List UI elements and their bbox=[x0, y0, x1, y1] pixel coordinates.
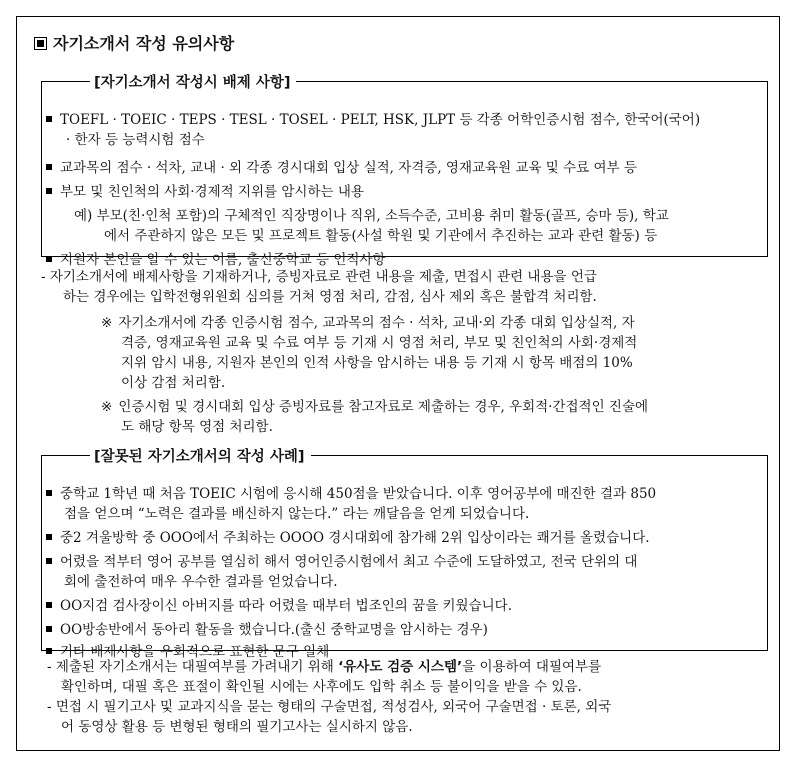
note-text: 어 동영상 활용 등 변형된 형태의 필기고사는 실시하지 않음. bbox=[61, 719, 413, 735]
bullet-icon bbox=[46, 648, 52, 654]
list-item bbox=[46, 182, 761, 202]
footer-note bbox=[47, 697, 767, 737]
wrong-examples-box bbox=[41, 449, 768, 660]
list-item-text: 어렸을 적부터 영어 공부를 열심히 해서 영어인증시험에서 최고 수준에 도달하였고, 전국 단위의 대 bbox=[60, 554, 638, 570]
policy-note bbox=[101, 313, 769, 393]
bullet-icon bbox=[46, 626, 52, 632]
list-item bbox=[46, 596, 761, 616]
list-item bbox=[46, 110, 761, 150]
bullet-icon bbox=[46, 534, 52, 540]
exclusion-heading: [자기소개서 작성시 배제 사항] bbox=[90, 71, 296, 92]
example-item bbox=[74, 206, 764, 246]
bullet-icon bbox=[46, 256, 52, 262]
bullet-icon bbox=[46, 490, 52, 496]
list-item-text: 기타 배제사항을 우회적으로 표현한 문구 일체 bbox=[60, 644, 330, 660]
list-item-text: OO방송반에서 동아리 활동을 했습니다.(출신 중학교명을 암시하는 경우) bbox=[60, 622, 488, 638]
bullet-icon bbox=[46, 188, 52, 194]
note-text: 확인하며, 대필 혹은 표절이 확인될 시에는 사후에도 입학 취소 등 불이익을 받을 수 있음. bbox=[61, 679, 582, 695]
note-text: 도 해당 항목 영점 처리함. bbox=[121, 419, 273, 435]
list-item-text: 부모 및 친인척의 사회·경제적 지위를 암시하는 내용 bbox=[60, 184, 364, 200]
note-text: - 제출된 자기소개서는 대필여부를 가려내기 위해 bbox=[47, 659, 339, 675]
list-item bbox=[46, 620, 761, 640]
document-frame bbox=[16, 16, 780, 751]
list-item bbox=[46, 528, 761, 548]
list-item bbox=[46, 552, 761, 592]
note-text: 을 이용하여 대필여부를 bbox=[462, 659, 602, 675]
note-text: 이상 감점 처리함. bbox=[121, 375, 226, 391]
bullet-icon bbox=[46, 164, 52, 170]
list-item bbox=[46, 158, 761, 178]
list-item-text: 중학교 1학년 때 처음 TOEIC 시험에 응시해 450점을 받았습니다. 이후 영어공부에 매진한 결과 850 bbox=[60, 486, 657, 502]
reference-mark-icon: ※ bbox=[101, 315, 113, 331]
list-item-text: · 한자 등 능력시험 점수 bbox=[66, 132, 205, 148]
list-item-text: 에서 주관하지 않은 모든 및 프로젝트 활동(사설 학원 및 기관에서 추진하는 교과 관련 활동) 등 bbox=[104, 228, 658, 244]
exclusion-items-box bbox=[41, 75, 768, 268]
list-item-text: OO지검 검사장이신 아버지를 따라 어렸을 때부터 법조인의 꿈을 키웠습니다. bbox=[60, 598, 512, 614]
list-item-text: 점을 얻으며 “노력은 결과를 배신하지 않는다.” 라는 깨달음을 얻게 되었습니다. bbox=[64, 506, 530, 522]
note-text: 지위 암시 내용, 지원자 본인의 인적 사항을 암시하는 내용 등 기재 시 항목 배점의 10% bbox=[121, 355, 633, 371]
footer-note bbox=[47, 657, 767, 697]
highlight-text: ‘유사도 검증 시스템’ bbox=[338, 659, 463, 675]
policy-paragraph bbox=[41, 267, 756, 307]
note-text: - 면접 시 필기고사 및 교과지식을 묻는 형태의 구술면접, 적성검사, 외국어 구술면접 · 토론, 외국 bbox=[47, 699, 612, 715]
policy-line: - 자기소개서에 배제사항을 기재하거나, 증빙자료로 관련 내용을 제출, 면접시 관련 내용을 언급 bbox=[41, 269, 597, 285]
bullet-icon bbox=[46, 116, 52, 122]
bullet-icon bbox=[46, 602, 52, 608]
list-item-text: 예) 부모(친·인척 포함)의 구체적인 직장명이나 직위, 소득수준, 고비용 취미 활동(골프, 승마 등), 학교 bbox=[74, 208, 669, 224]
square-bullet-icon bbox=[34, 37, 47, 50]
note-text: 자기소개서에 각종 인증시험 점수, 교과목의 점수 · 석차, 교내·외 각종 대회 입상실적, 자 bbox=[118, 315, 635, 331]
policy-line: 하는 경우에는 입학전형위원회 심의를 거쳐 영점 처리, 감점, 심사 제외 혹은 불합격 처리함. bbox=[63, 289, 597, 305]
reference-mark-icon: ※ bbox=[101, 399, 113, 415]
document-title bbox=[34, 31, 234, 54]
list-item-text: TOEFL · TOEIC · TEPS · TESL · TOSEL · PELT, HSK, JLPT 등 각종 어학인증시험 점수, 한국어(국어) bbox=[60, 112, 701, 128]
bullet-icon bbox=[46, 558, 52, 564]
list-item-text: 중2 겨울방학 중 OOO에서 주최하는 OOOO 경시대회에 참가해 2위 입상이라는 쾌거를 올렸습니다. bbox=[60, 530, 650, 546]
wrong-examples-heading: [잘못된 자기소개서의 작성 사례] bbox=[90, 445, 311, 466]
list-item bbox=[46, 484, 761, 524]
list-item-text: 교과목의 점수 · 석차, 교내 · 외 각종 경시대회 입상 실적, 자격증, 영재교육원 교육 및 수료 여부 등 bbox=[60, 160, 637, 176]
list-item-text: 회에 출전하여 매우 우수한 결과를 얻었습니다. bbox=[64, 574, 338, 590]
document-title-text: 자기소개서 작성 유의사항 bbox=[53, 34, 235, 53]
note-text: 인증시험 및 경시대회 입상 증빙자료를 참고자료로 제출하는 경우, 우회적·간접적인 진술에 bbox=[118, 399, 649, 415]
policy-note bbox=[101, 397, 769, 437]
list-item-text: 지원자 본인을 알 수 있는 이름, 출신중학교 등 인적사항 bbox=[60, 252, 386, 268]
note-text: 격증, 영재교육원 교육 및 수료 여부 등 기재 시 영점 처리, 부모 및 친인척의 사회·경제적 bbox=[121, 335, 638, 351]
